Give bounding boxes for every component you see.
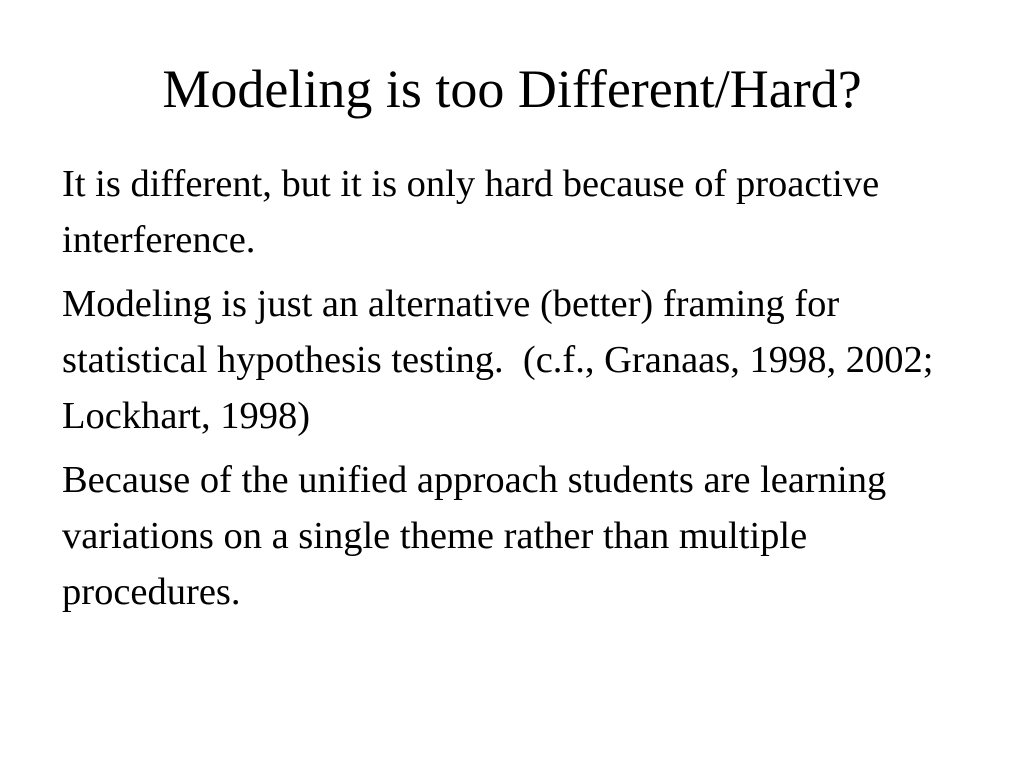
body-paragraph-3: Because of the unified approach students are learning variations on a single theme rather than multiple procedures. (62, 459, 896, 613)
body-paragraph-2: Modeling is just an alternative (better) framing for statistical hypothesis testing. (c.f., Granaas, 1998, 2002; Lockhart, 1998) (62, 283, 944, 437)
slide-body (62, 156, 972, 628)
slide-title: Modeling is too Different/Hard? (162, 59, 862, 119)
body-paragraph-1: It is different, but it is only hard because of proactive interference. (62, 163, 889, 261)
